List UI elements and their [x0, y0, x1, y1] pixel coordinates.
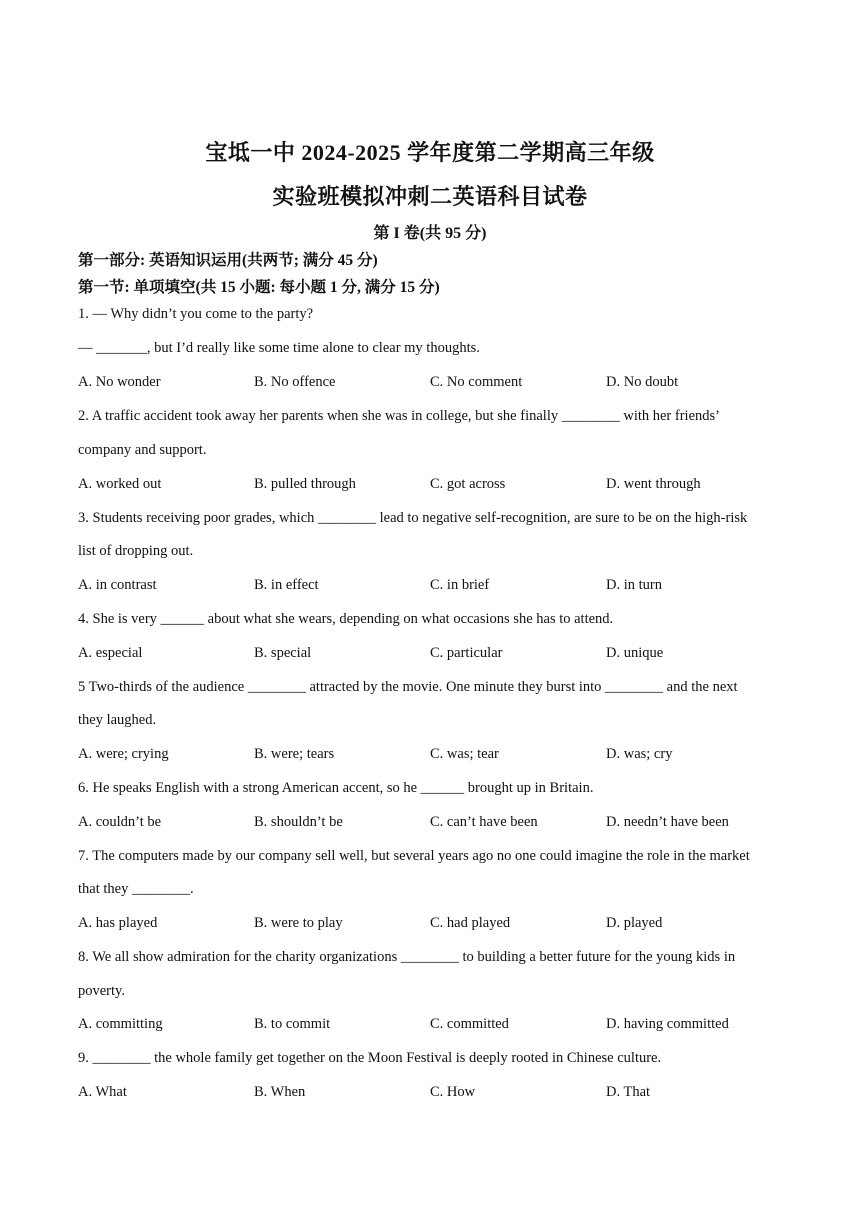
question-8-line-2: poverty. [78, 983, 125, 999]
question-1-line-2: — _______, but I’d really like some time alone to clear my thoughts. [78, 340, 480, 356]
question-1-options [78, 374, 788, 394]
option-a[interactable]: A. No wonder [78, 374, 161, 390]
option-b[interactable]: B. were to play [254, 915, 343, 931]
question-8-options [78, 1016, 788, 1036]
option-d[interactable]: D. No doubt [606, 374, 679, 390]
question-5-options [78, 746, 788, 766]
part-heading: 第一部分: 英语知识运用(共两节; 满分 45 分) [78, 252, 378, 269]
question-3-line-1: 3. Students receiving poor grades, which ________ lead to negative self-recognition, are sure to be on the high-risk [78, 510, 748, 526]
exam-title-line1: 宝坻一中 2024-2025 学年度第二学期高三年级 [205, 140, 655, 165]
option-c[interactable]: C. had played [430, 915, 511, 931]
option-c[interactable]: C. was; tear [430, 746, 499, 762]
exam-title-line2: 实验班模拟冲刺二英语科目试卷 [272, 184, 588, 209]
option-a[interactable]: A. worked out [78, 476, 162, 492]
volume-heading: 第 I 卷(共 95 分) [373, 225, 487, 242]
option-a[interactable]: A. couldn’t be [78, 814, 162, 830]
question-2-line-1: 2. A traffic accident took away her parents when she was in college, but she finally ________ with her friends’ [78, 408, 720, 424]
question-4-line-1: 4. She is very ______ about what she wears, depending on what occasions she has to attend. [78, 611, 614, 627]
option-d[interactable]: D. in turn [606, 577, 662, 593]
option-a[interactable]: A. What [78, 1084, 127, 1100]
option-c[interactable]: C. committed [430, 1016, 509, 1032]
option-d[interactable]: D. That [606, 1084, 651, 1100]
question-1-line-1: 1. — Why didn’t you come to the party? [78, 306, 314, 322]
option-c[interactable]: C. can’t have been [430, 814, 538, 830]
option-c[interactable]: C. in brief [430, 577, 490, 593]
option-d[interactable]: D. was; cry [606, 746, 673, 762]
option-a[interactable]: A. has played [78, 915, 158, 931]
question-7-line-2: that they ________. [78, 881, 194, 897]
option-a[interactable]: A. especial [78, 645, 143, 661]
question-6-line-1: 6. He speaks English with a strong American accent, so he ______ brought up in Britain. [78, 780, 594, 796]
question-8-line-1: 8. We all show admiration for the charity organizations ________ to building a better future for the young kids in [78, 949, 736, 965]
option-c[interactable]: C. particular [430, 645, 503, 661]
question-2-options [78, 476, 788, 496]
question-3-options [78, 577, 788, 597]
question-3-line-2: list of dropping out. [78, 543, 194, 559]
option-c[interactable]: C. No comment [430, 374, 523, 390]
option-b[interactable]: B. pulled through [254, 476, 356, 492]
option-c[interactable]: C. How [430, 1084, 476, 1100]
option-b[interactable]: B. were; tears [254, 746, 335, 762]
option-b[interactable]: B. No offence [254, 374, 336, 390]
option-b[interactable]: B. shouldn’t be [254, 814, 343, 830]
question-5-line-1: 5 Two-thirds of the audience ________ attracted by the movie. One minute they burst into ________ and the next [78, 679, 738, 695]
option-d[interactable]: D. played [606, 915, 663, 931]
option-c[interactable]: C. got across [430, 476, 506, 492]
option-b[interactable]: B. to commit [254, 1016, 331, 1032]
question-7-line-1: 7. The computers made by our company sell well, but several years ago no one could imagine the role in the market [78, 848, 750, 864]
option-b[interactable]: B. When [254, 1084, 306, 1100]
question-4-options [78, 645, 788, 665]
section-heading: 第一节: 单项填空(共 15 小题: 每小题 1 分, 满分 15 分) [78, 279, 440, 296]
question-7-options [78, 915, 788, 935]
question-6-options [78, 814, 788, 834]
option-a[interactable]: A. were; crying [78, 746, 169, 762]
option-d[interactable]: D. having committed [606, 1016, 729, 1032]
option-d[interactable]: D. needn’t have been [606, 814, 729, 830]
question-2-line-2: company and support. [78, 442, 207, 458]
option-d[interactable]: D. went through [606, 476, 701, 492]
question-9-line-1: 9. ________ the whole family get together on the Moon Festival is deeply rooted in Chinese culture. [78, 1050, 662, 1066]
option-a[interactable]: A. in contrast [78, 577, 157, 593]
question-5-line-2: they laughed. [78, 712, 157, 728]
question-9-options [78, 1084, 788, 1104]
option-a[interactable]: A. committing [78, 1016, 163, 1032]
option-d[interactable]: D. unique [606, 645, 664, 661]
option-b[interactable]: B. special [254, 645, 312, 661]
option-b[interactable]: B. in effect [254, 577, 319, 593]
